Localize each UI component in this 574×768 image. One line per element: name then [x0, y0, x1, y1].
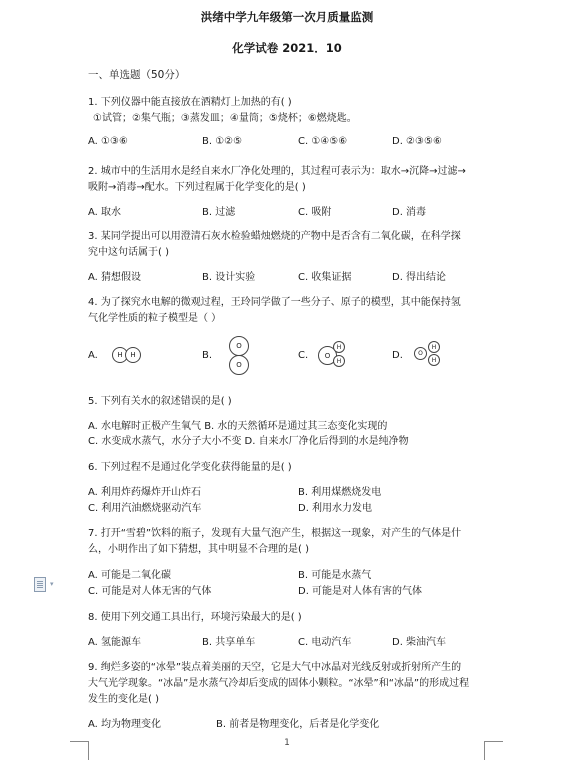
- question-4-option-a: A.: [88, 350, 98, 361]
- question-3-option-b: B. 设计实验: [202, 272, 256, 283]
- water-molecule-model: [318, 341, 348, 367]
- question-6-option-b: B. 利用煤燃烧发电: [298, 487, 382, 498]
- hydrogen-atom: H: [428, 354, 440, 366]
- hydrogen-atom: H: [428, 341, 440, 353]
- question-6-option-c: C. 利用汽油燃烧驱动汽车: [88, 503, 202, 514]
- hydrogen-atom: H: [333, 355, 345, 367]
- question-6-stem: 6. 下列过程不是通过化学变化获得能量的是( ): [88, 462, 292, 473]
- page-number: 1: [284, 738, 290, 748]
- question-1-option-c: C. ①④⑤⑥: [298, 136, 348, 147]
- question-7-option-c: C. 可能是对人体无害的气体: [88, 586, 212, 597]
- question-9-option-b: B. 前者是物理变化，后者是化学变化: [216, 719, 380, 730]
- question-4-option-d: D.: [392, 350, 403, 361]
- question-2-option-d: D. 消毒: [392, 207, 427, 218]
- question-7-option-b: B. 可能是水蒸气: [298, 570, 372, 581]
- question-8-option-d: D. 柴油汽车: [392, 637, 447, 648]
- question-7-option-a: A. 可能是二氧化碳: [88, 570, 172, 581]
- question-4-option-b: B.: [202, 350, 213, 361]
- question-3-option-c: C. 收集证据: [298, 272, 352, 283]
- question-2-option-a: A. 取水: [88, 207, 122, 218]
- question-1-option-b: B. ①②⑤: [202, 136, 243, 147]
- question-1-stem: ①试管；②集气瓶；③蒸发皿；④量筒；⑤烧杯；⑥燃烧匙。: [93, 113, 357, 124]
- document-icon[interactable]: [34, 577, 46, 592]
- hydrogen-atom: H: [112, 347, 128, 363]
- question-4-stem: 气化学性质的粒子模型是（ ）: [88, 313, 222, 324]
- question-4-stem: 4. 为了探究水电解的微观过程，王玲同学做了一些分子、原子的模型，其中能保持氢: [88, 297, 461, 308]
- question-9-stem: 9. 绚烂多姿的“冰晕”装点着美丽的天空，它是大气中冰晶对光线反射或折射所产生的: [88, 662, 462, 673]
- question-3-option-a: A. 猜想假设: [88, 272, 142, 283]
- oxygen-atom: O: [229, 355, 249, 375]
- question-1-stem: 1. 下列仪器中能直接放在酒精灯上加热的有( ): [88, 97, 292, 108]
- question-1-option-d: D. ②③⑤⑥: [392, 136, 442, 147]
- question-2-stem: 2. 城市中的生活用水是经自来水厂净化处理的，其过程可表示为：取水→沉降→过滤→: [88, 166, 466, 177]
- water-molecule-model: [414, 341, 444, 367]
- question-3-stem: 究中这句话属于( ): [88, 247, 169, 258]
- school-title: 洪绪中学九年级第一次月质量监测: [200, 10, 374, 24]
- question-6-option-d: D. 利用水力发电: [298, 503, 373, 514]
- question-1-option-a: A. ①③⑥: [88, 136, 128, 147]
- question-7-stem: 么，小明作出了如下猜想，其中明显不合理的是( ): [88, 544, 309, 555]
- hydrogen-atom: H: [333, 341, 345, 353]
- question-5-options-cd: C. 水变成水蒸气，水分子大小不变 D. 自来水厂净化后得到的水是纯净物: [88, 436, 409, 447]
- question-3-option-d: D. 得出结论: [392, 272, 447, 283]
- paper-title: 化学试卷 2021．10: [232, 41, 342, 55]
- question-9-stem: 大气光学现象。“冰晶”是水蒸气冷却后变成的固体小颗粒。“冰晕”和“冰晶”的形成过程: [88, 678, 470, 689]
- question-6-option-a: A. 利用炸药爆炸开山炸石: [88, 487, 202, 498]
- question-5-options-ab: A. 水电解时正极产生氧气 B. 水的天然循环是通过其三态变化实现的: [88, 421, 388, 432]
- question-8-option-a: A. 氢能源车: [88, 637, 142, 648]
- question-3-stem: 3. 某同学提出可以用澄清石灰水检验蜡烛燃烧的产物中是否含有二氧化碳，在科学探: [88, 231, 461, 242]
- oxygen-atom: O: [229, 336, 249, 356]
- oxygen-atom: O: [414, 347, 427, 360]
- question-7-option-d: D. 可能是对人体有害的气体: [298, 586, 423, 597]
- section-title: 一、单选题（50分）: [88, 69, 186, 81]
- hydrogen-molecule-model: [112, 347, 146, 363]
- question-5-stem: 5. 下列有关水的叙述错误的是( ): [88, 396, 232, 407]
- oxygen-atom: O: [318, 346, 337, 365]
- question-4-option-c: C.: [298, 350, 309, 361]
- question-8-option-b: B. 共享单车: [202, 637, 256, 648]
- question-9-option-a: A. 均为物理变化: [88, 719, 162, 730]
- question-8-stem: 8. 使用下列交通工具出行，环境污染最大的是( ): [88, 612, 302, 623]
- question-7-stem: 7. 打开“雪碧”饮料的瓶子，发现有大量气泡产生，根据这一现象，对产生的气体是什: [88, 528, 462, 539]
- question-2-option-b: B. 过滤: [202, 207, 236, 218]
- hydrogen-atom: H: [125, 347, 141, 363]
- oxygen-molecule-model: [229, 336, 249, 378]
- question-2-stem: 吸附→消毒→配水。下列过程属于化学变化的是( ): [88, 182, 306, 193]
- question-9-stem: 发生的变化是( ): [88, 694, 159, 705]
- question-2-option-c: C. 吸附: [298, 207, 332, 218]
- question-8-option-c: C. 电动汽车: [298, 637, 352, 648]
- chevron-down-icon[interactable]: ▾: [50, 580, 54, 588]
